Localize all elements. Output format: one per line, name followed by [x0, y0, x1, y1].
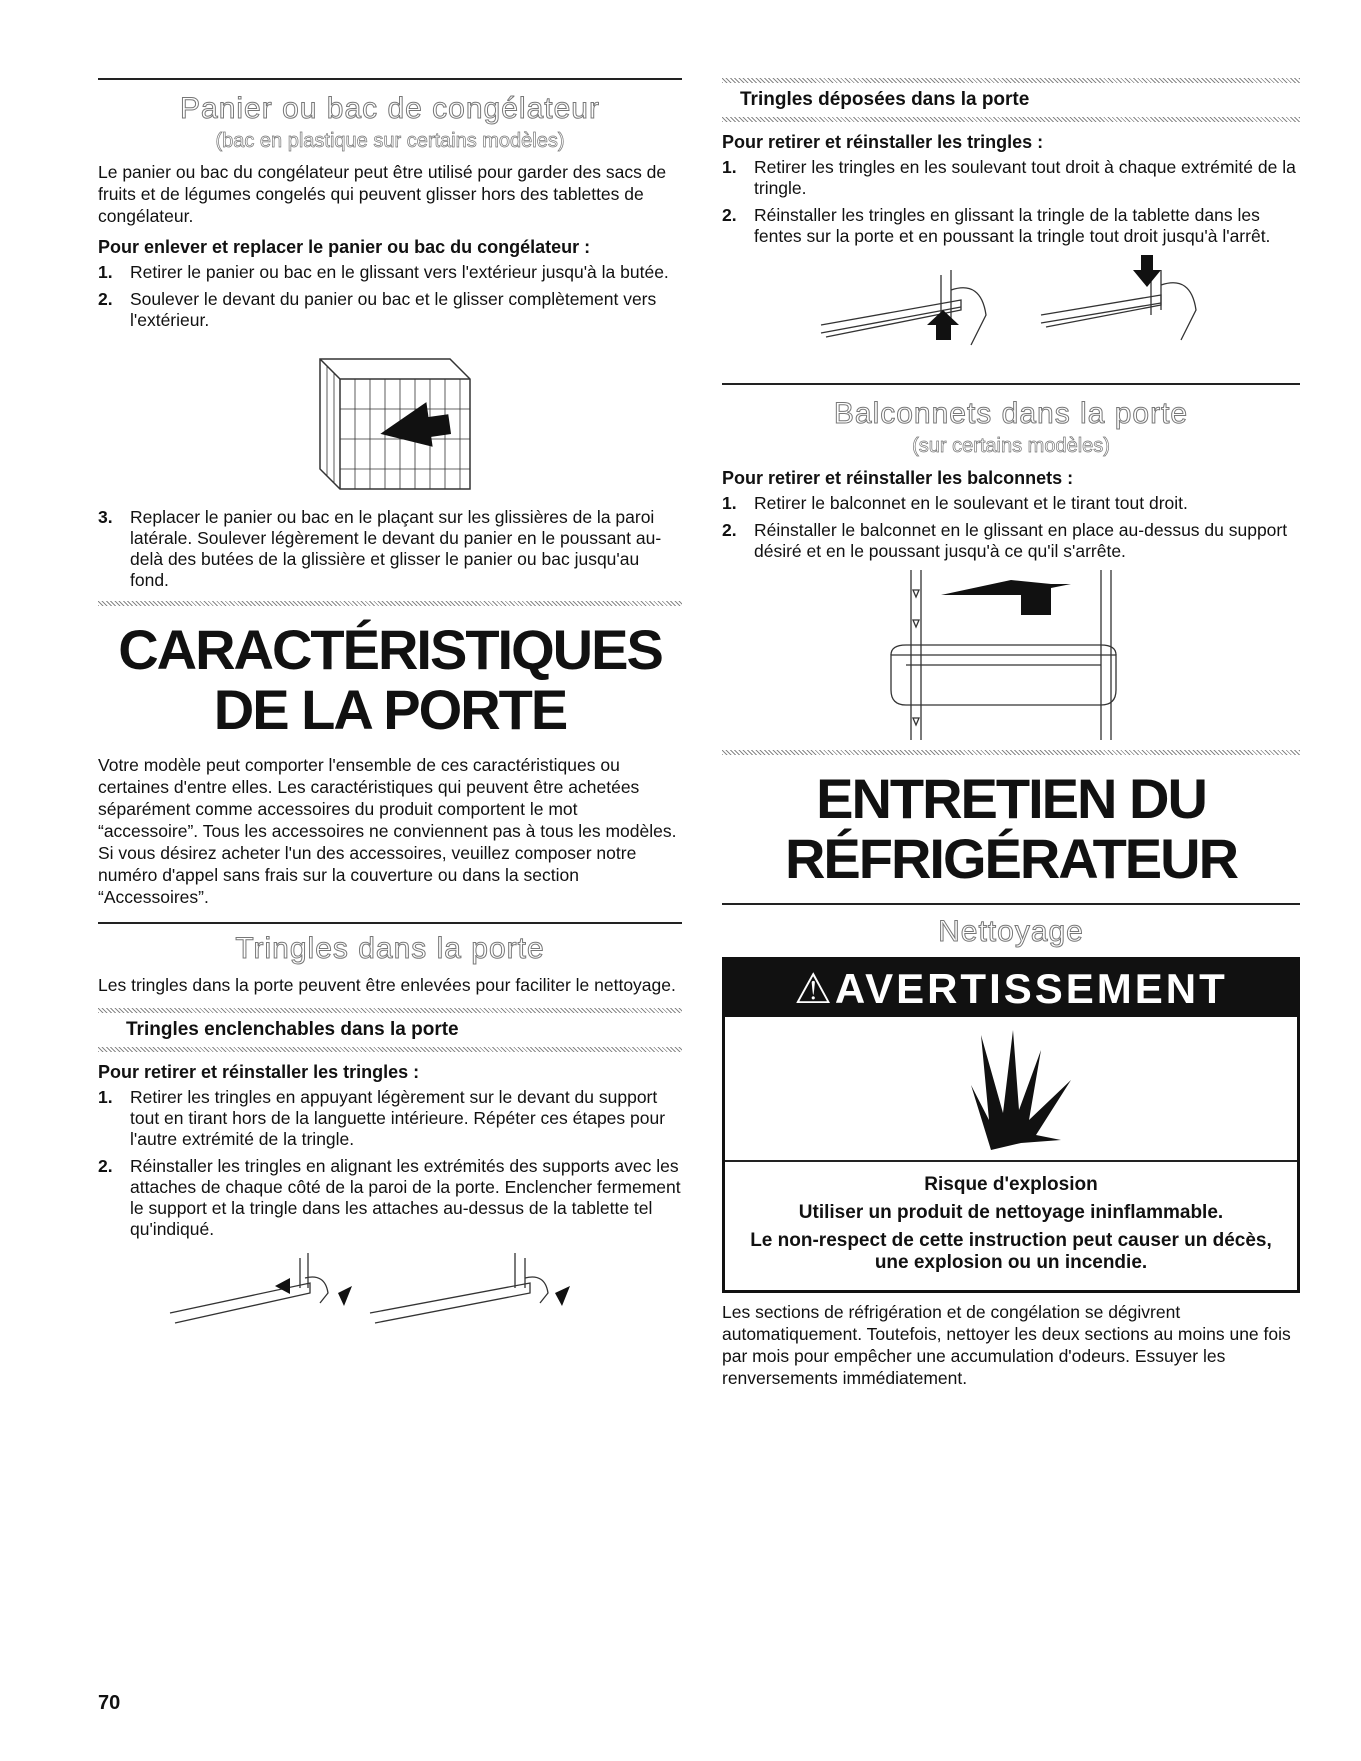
- snap-rails-heading: Tringles enclenchables dans la porte: [126, 1019, 459, 1040]
- warning-box: [722, 957, 1300, 1293]
- list-item: 1. Retirer le balconnet en le soulevant et le tirant tout droit.: [722, 493, 1188, 513]
- left-column: [98, 78, 682, 1336]
- list-item: 2. Réinstaller les tringles en alignant les extrémités des supports avec les attaches de chaque côté de la paroi de la porte. Enclencher fermement le support et la tringle dans les attaches au-dessus de la tablette tel qu'indiqué.: [98, 1156, 681, 1239]
- door-bins-subtitle: (sur certains modèles): [912, 435, 1110, 457]
- bins-steps: [722, 493, 1300, 562]
- list-item: 2. Réinstaller les tringles en glissant la tringle de la tablette dans les fentes sur la porte et en poussant la tringle tout droit jusqu'à l'arrêt.: [722, 205, 1271, 246]
- drop-rails-heading: Tringles déposées dans la porte: [740, 89, 1030, 110]
- warning-triangle-icon: ⚠: [794, 965, 835, 1012]
- list-item: 2. Soulever le devant du panier ou bac et le glisser complètement vers l'extérieur.: [98, 289, 657, 330]
- right-column: [722, 78, 1300, 1397]
- door-rails-intro: Les tringles dans la porte peuvent être enlevées pour faciliter le nettoyage.: [98, 975, 676, 995]
- basket-steps: [98, 262, 682, 331]
- cleaning-text: Les sections de réfrigération et de congélation se dégivrent automatiquement. Toutefois, nettoyer les deux sections au moins une fois par mois pour empêcher une accumulation d'odeurs. Essuyer les renversements immédiatement.: [722, 1302, 1291, 1388]
- door-bin-illustration: [881, 570, 1141, 740]
- snap-steps: [98, 1087, 682, 1240]
- basket-step-3: [98, 507, 682, 591]
- door-rails-title: Tringles dans la porte: [235, 932, 545, 965]
- freezer-basket-illustration: [300, 339, 480, 499]
- door-bins-title: Balconnets dans la porte: [833, 397, 1189, 430]
- section-divider: [98, 1008, 682, 1013]
- bins-steps-heading: Pour retirer et réinstaller les balconnets :: [722, 468, 1074, 488]
- drop-steps-heading: Pour retirer et réinstaller les tringles :: [722, 132, 1044, 152]
- door-features-title: CARACTÉRISTIQUES DE LA PORTE: [118, 618, 662, 741]
- basket-subtitle: (bac en plastique sur certains modèles): [215, 130, 565, 152]
- section-divider: [722, 78, 1300, 83]
- warning-banner: ⚠AVERTISSEMENT: [725, 960, 1297, 1017]
- page-number: 70: [98, 1692, 121, 1714]
- list-item: 1. Retirer les tringles en appuyant légèrement sur le devant du support tout en tirant hors de la languette intérieure. Répéter ces étapes pour l'autre extrémité de la tringle.: [98, 1087, 666, 1149]
- basket-steps-heading: Pour enlever et replacer le panier ou bac du congélateur :: [98, 237, 591, 257]
- explosion-icon: [941, 1025, 1081, 1155]
- warning-consequence: Le non-respect de cette instruction peut causer un décès, une explosion ou un incendie.: [750, 1230, 1272, 1273]
- list-item: 1. Retirer les tringles en les soulevant tout droit à chaque extrémité de la tringle.: [722, 157, 1296, 198]
- section-divider: [98, 601, 682, 606]
- list-item: 1. Retirer le panier ou bac en le glissant vers l'extérieur jusqu'à la butée.: [98, 262, 669, 282]
- warning-instruction: Utiliser un produit de nettoyage ininflammable.: [798, 1202, 1224, 1223]
- cleaning-title: Nettoyage: [938, 915, 1084, 948]
- door-features-intro: Votre modèle peut comporter l'ensemble de ces caractéristiques ou certaines d'entre elles. Les caractéristiques qui peuvent être achetées séparément comme accessoires du produit comportent le mot “accessoire”. Tous les accessoires ne conviennent pas à tous les modèles. Si vous désirez acheter l'un des accessoires, veuillez composer notre numéro d'appel sans frais sur la couverture ou dans la section “Accessoires”.: [98, 755, 677, 907]
- warning-risk: Risque d'explosion: [924, 1174, 1098, 1195]
- snap-steps-heading: Pour retirer et réinstaller les tringles :: [98, 1062, 420, 1082]
- fridge-care-title: ENTRETIEN DU RÉFRIGÉRATEUR: [784, 767, 1238, 890]
- list-item: 2. Réinstaller le balconnet en le glissant en place au-dessus du support désiré et en le poussant jusqu'à ce qu'il s'arrête.: [722, 520, 1288, 561]
- section-divider: [98, 1047, 682, 1052]
- basket-title: Panier ou bac de congélateur: [180, 92, 600, 125]
- list-item: 3. Replacer le panier ou bac en le plaçant sur les glissières de la paroi latérale. Soulever légèrement le devant du panier en le poussant au-delà des butées de la glissière et glisser le panier ou bac jusqu'au fond.: [98, 507, 662, 590]
- section-divider: [722, 750, 1300, 755]
- section-divider: [722, 117, 1300, 122]
- drop-steps: [722, 157, 1300, 247]
- drop-rail-illustration: [811, 255, 1211, 375]
- snap-rail-illustration: [160, 1248, 620, 1328]
- basket-intro: Le panier ou bac du congélateur peut être utilisé pour garder des sacs de fruits et de légumes congelés qui peuvent glisser hors des tablettes de congélateur.: [98, 162, 667, 226]
- warning-text: [725, 1162, 1297, 1290]
